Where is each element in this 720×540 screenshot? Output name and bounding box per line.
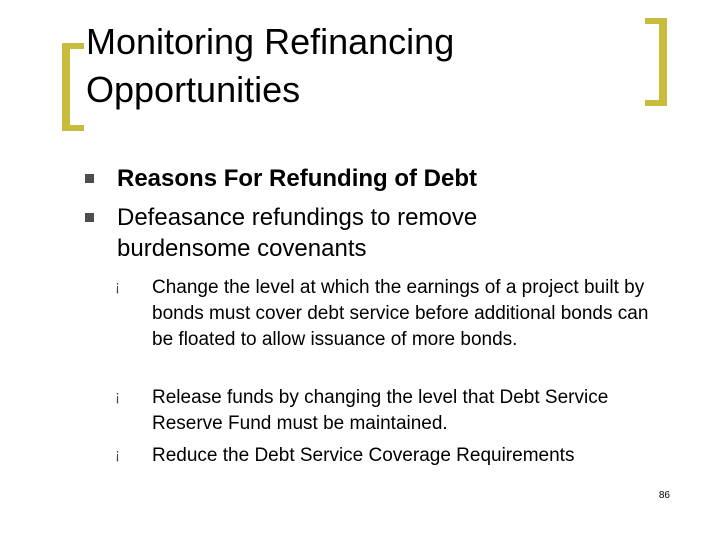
sub-bullet-item <box>115 385 667 437</box>
square-bullet-icon <box>85 213 94 222</box>
sub-bullet-text: Release funds by changing the level that Debt Service Reserve Fund must be maintained. <box>152 387 609 434</box>
title-bracket-right-bottom <box>645 100 667 106</box>
title-bracket-left-top <box>62 43 84 49</box>
bullet-text: Reasons For Refunding of Debt <box>117 165 477 192</box>
circle-bullet-icon: ¡ <box>115 446 120 463</box>
circle-bullet-icon: ¡ <box>115 278 120 295</box>
circle-bullet-icon: ¡ <box>115 388 120 405</box>
square-bullet-icon <box>85 174 94 183</box>
bullet-item <box>117 163 587 194</box>
bullet-item <box>117 202 587 264</box>
title-bracket-left-bottom <box>62 125 84 131</box>
sub-bullet-item <box>115 275 667 353</box>
bullet-text: Defeasance refundings to remove burdensome covenants <box>117 204 478 262</box>
slide-title: Monitoring Refinancing Opportunities <box>86 21 455 110</box>
sub-bullet-text: Reduce the Debt Service Coverage Requirements <box>152 445 575 466</box>
sub-bullet-item <box>115 443 667 469</box>
title-bracket-right-top <box>645 18 667 24</box>
sub-bullet-text: Change the level at which the earnings of a project built by bonds must cover debt service before additional bonds can be floated to allow issuance of more bonds. <box>152 277 649 350</box>
page-number: 86 <box>658 490 670 501</box>
title-bracket-right <box>659 18 667 106</box>
title-bracket-left <box>62 43 70 131</box>
